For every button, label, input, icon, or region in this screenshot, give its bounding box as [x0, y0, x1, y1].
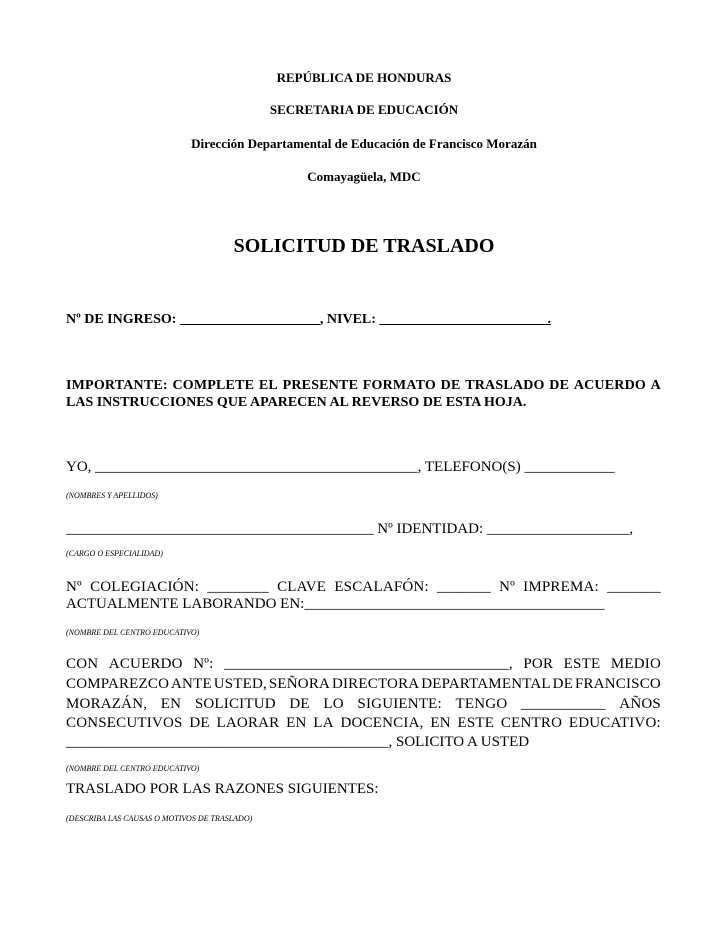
acuerdo4-word: EDUCATIVO: [568, 715, 661, 731]
acuerdo1-word: POR [523, 656, 554, 672]
important-word: DE [440, 378, 461, 393]
colegiacion-word[interactable]: _______ [437, 579, 491, 595]
acuerdo3-word: EN [160, 696, 182, 712]
colegiacion-word: Nº [66, 579, 82, 595]
acuerdo-line-2 [66, 677, 661, 692]
acuerdo2-word: FRANCISCO [574, 676, 661, 692]
nivel-field[interactable]: ________________________ [379, 312, 548, 327]
acuerdo2-word: SEÑORA [268, 676, 331, 692]
ingreso-line [66, 313, 551, 327]
acuerdo3-word: SOLICITUD [194, 696, 276, 712]
header-direccion: Dirección Departamental de Educación de Francisco Morazán [191, 136, 537, 151]
acuerdo3-word: DE [289, 696, 310, 712]
cargo-field-line[interactable]: _________________________________________ Nº IDENTIDAD: ___________________, [66, 521, 634, 537]
acuerdo-line-1[interactable] [66, 657, 661, 672]
acuerdo3-word: TENGO [455, 696, 508, 712]
acuerdo4-word: CONSECUTIVOS [66, 715, 183, 731]
colegiacion-line[interactable] [66, 580, 661, 595]
header-ciudad: Comayagüela, MDC [307, 169, 421, 184]
important-word: ACUERDO [573, 378, 646, 393]
acuerdo-line-5[interactable]: ___________________________________________, SOLICITO A USTED [66, 734, 530, 750]
acuerdo3-word: MORAZÁN, [66, 696, 148, 712]
acuerdo4-word: EN [430, 715, 451, 731]
acuerdo4-word: LAORAR [216, 715, 280, 731]
important-line1 [66, 379, 661, 393]
acuerdo3-word: AÑOS [619, 696, 661, 712]
acuerdo2-word: DE [552, 676, 574, 692]
yo-caption: (NOMBRES Y APELLIDOS) [66, 491, 158, 500]
acuerdo4-word: DE [189, 715, 210, 731]
colegiacion-word: COLEGIACIÓN: [90, 579, 200, 595]
acuerdo2-word: DIRECTORA [331, 676, 420, 692]
important-word: FORMATO [362, 378, 436, 393]
acuerdo2-word: COMPAREZCO [66, 676, 170, 692]
header-secretaria: SECRETARIA DE EDUCACIÓN [269, 102, 459, 117]
nivel-label: , NIVEL: [319, 312, 380, 327]
acuerdo4-word: LA [313, 715, 334, 731]
acuerdo2-word: ANTE [171, 676, 212, 692]
centro-caption-2: (NOMBRE DEL CENTRO EDUCATIVO) [66, 764, 200, 773]
document-title: SOLICITUD DE TRASLADO [233, 235, 495, 257]
cargo-caption: (CARGO O ESPECIALIDAD) [66, 549, 163, 558]
laborando-line[interactable]: ACTUALMENTE LABORANDO EN:________________________________________ [66, 596, 605, 612]
colegiacion-word: ESCALAFÓN: [334, 579, 429, 595]
colegiacion-word: CLAVE [277, 579, 327, 595]
acuerdo2-word: USTED, [213, 676, 267, 692]
important-word: IMPORTANTE: [66, 378, 168, 393]
acuerdo3-word: LO [323, 696, 344, 712]
ingreso-end: . [547, 312, 551, 327]
acuerdo3-word[interactable]: ___________ [520, 696, 606, 712]
colegiacion-word: Nº [499, 579, 515, 595]
acuerdo4-word: EN [286, 715, 307, 731]
important-line2: LAS INSTRUCCIONES QUE APARECEN AL REVERSO DE ESTA HOJA. [66, 395, 527, 410]
acuerdo2-word: DEPARTAMENTAL [421, 676, 551, 692]
header-republica: REPÚBLICA DE HONDURAS [276, 70, 452, 85]
acuerdo1-word: CON [66, 656, 99, 672]
colegiacion-word[interactable]: ________ [207, 579, 269, 595]
important-word: DE [549, 378, 570, 393]
centro-caption-1: (NOMBRE DEL CENTRO EDUCATIVO) [66, 628, 200, 637]
important-word: A [650, 378, 661, 393]
colegiacion-word: IMPREMA: [523, 579, 599, 595]
acuerdo1-word[interactable]: _____________________________________, [224, 656, 513, 672]
acuerdo-line-4 [66, 716, 661, 731]
yo-field-line[interactable]: YO, ___________________________________________, TELEFONO(S) ____________ [66, 459, 615, 475]
acuerdo1-word: MEDIO [610, 656, 661, 672]
important-word: COMPLETE [172, 378, 255, 393]
important-word: PRESENTE [282, 378, 359, 393]
colegiacion-word[interactable]: _______ [607, 579, 661, 595]
acuerdo3-word: SIGUIENTE: [357, 696, 442, 712]
acuerdo1-word: ACUERDO [108, 656, 183, 672]
ingreso-label: Nº DE INGRESO: [66, 312, 180, 327]
ingreso-field[interactable]: ____________________ [179, 312, 320, 327]
important-word: TRASLADO [465, 378, 545, 393]
acuerdo1-word: Nº: [193, 656, 214, 672]
acuerdo4-word: ESTE [457, 715, 495, 731]
important-word: EL [258, 378, 278, 393]
acuerdo1-word: ESTE [563, 656, 601, 672]
traslado-line: TRASLADO POR LAS RAZONES SIGUIENTES: [66, 781, 379, 797]
acuerdo4-word: CENTRO [500, 715, 563, 731]
acuerdo4-word: DOCENCIA, [340, 715, 424, 731]
traslado-caption: (DESCRIBA LAS CAUSAS O MOTIVOS DE TRASLADO) [66, 814, 253, 823]
acuerdo-line-3[interactable] [66, 697, 661, 712]
